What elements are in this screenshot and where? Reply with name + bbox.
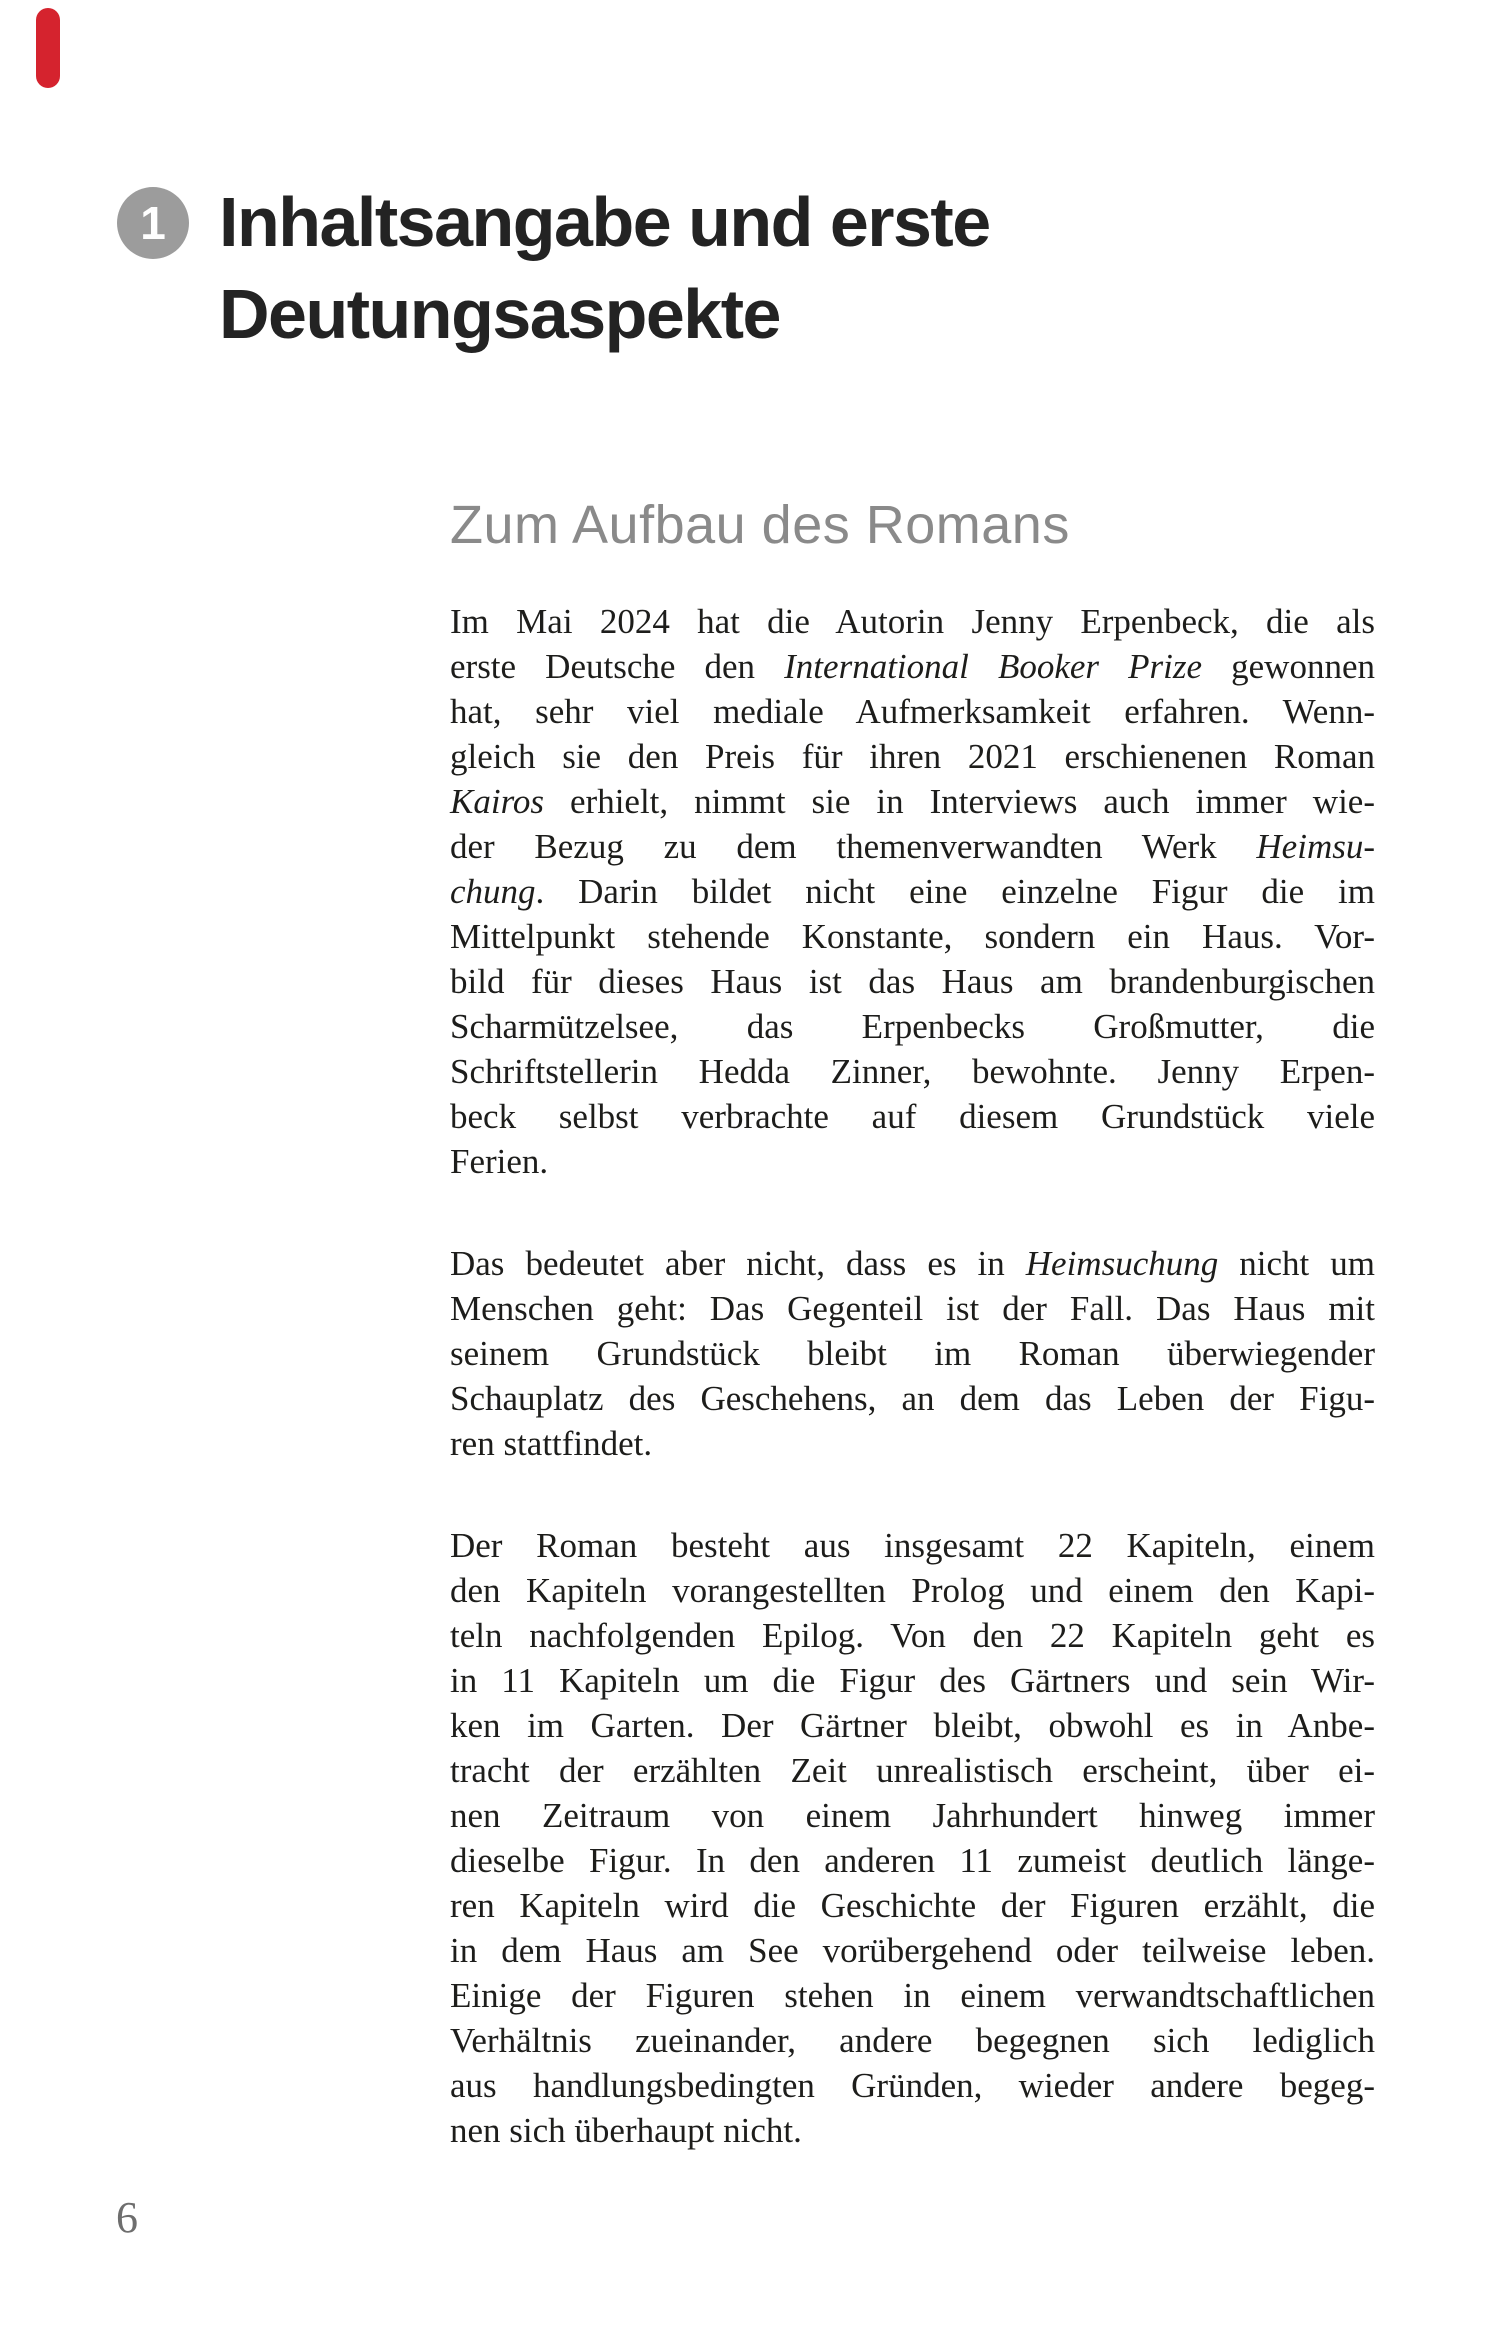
text-line: ken im Garten. Der Gärtner bleibt, obwohl es in Anbe-: [450, 1706, 1375, 1745]
text-line: seinem Grundstück bleibt im Roman überwiegender: [450, 1334, 1375, 1373]
text-line: Scharmützelsee, das Erpenbecks Großmutter, die: [450, 1007, 1375, 1046]
text-line: Schriftstellerin Hedda Zinner, bewohnte. Jenny Erpen-: [450, 1052, 1375, 1091]
chapter-number-badge: [117, 187, 189, 259]
paragraph: [450, 1523, 1375, 2153]
text-line: Kairos erhielt, nimmt sie in Interviews auch immer wie-: [450, 782, 1375, 821]
chapter-title-line-2: Deutungsaspekte: [219, 275, 780, 353]
text-line: nen Zeitraum von einem Jahrhundert hinweg immer: [450, 1796, 1375, 1835]
text-line: ren Kapiteln wird die Geschichte der Figuren erzählt, die: [450, 1886, 1375, 1925]
text-line: tracht der erzählten Zeit unrealistisch erscheint, über ei-: [450, 1751, 1375, 1790]
text-line: Der Roman besteht aus insgesamt 22 Kapiteln, einem: [450, 1526, 1375, 1565]
text-line: Ferien.: [450, 1142, 549, 1181]
text-line: Einige der Figuren stehen in einem verwandtschaftlichen: [450, 1976, 1375, 2015]
text-line: nen sich überhaupt nicht.: [450, 2111, 802, 2150]
paragraph: [450, 599, 1375, 1184]
text-line: Das bedeutet aber nicht, dass es in Heimsuchung nicht um: [450, 1244, 1375, 1283]
text-line: gleich sie den Preis für ihren 2021 erschienenen Roman: [450, 737, 1375, 776]
text-line: Mittelpunkt stehende Konstante, sondern ein Haus. Vor-: [450, 917, 1375, 956]
text-line: den Kapiteln vorangestellten Prolog und einem den Kapi-: [450, 1571, 1375, 1610]
text-line: erste Deutsche den International Booker Prize gewonnen: [450, 647, 1375, 686]
chapter-edge-tab: [36, 8, 60, 88]
text-line: in dem Haus am See vorübergehend oder teilweise leben.: [450, 1931, 1375, 1970]
text-line: der Bezug zu dem themenverwandten Werk Heimsu-: [450, 827, 1375, 866]
text-line: Im Mai 2024 hat die Autorin Jenny Erpenbeck, die als: [450, 602, 1375, 641]
text-line: teln nachfolgenden Epilog. Von den 22 Kapiteln geht es: [450, 1616, 1375, 1655]
text-line: dieselbe Figur. In den anderen 11 zumeist deutlich länge-: [450, 1841, 1375, 1880]
text-line: Menschen geht: Das Gegenteil ist der Fall. Das Haus mit: [450, 1289, 1375, 1328]
text-line: chung. Darin bildet nicht eine einzelne Figur die im: [450, 872, 1375, 911]
paragraph: [450, 1241, 1375, 1466]
text-line: Verhältnis zueinander, andere begegnen sich lediglich: [450, 2021, 1375, 2060]
chapter-title: [219, 176, 990, 360]
text-line: Schauplatz des Geschehens, an dem das Leben der Figu-: [450, 1379, 1375, 1418]
chapter-number: 1: [140, 197, 166, 249]
text-line: bild für dieses Haus ist das Haus am brandenburgischen: [450, 962, 1375, 1001]
text-line: hat, sehr viel mediale Aufmerksamkeit erfahren. Wenn-: [450, 692, 1375, 731]
text-line: aus handlungsbedingten Gründen, wieder andere begeg-: [450, 2066, 1375, 2105]
text-column: [450, 599, 1375, 2153]
page-number: 6: [116, 2193, 138, 2242]
chapter-title-line-1: Inhaltsangabe und erste: [219, 183, 990, 261]
text-line: in 11 Kapiteln um die Figur des Gärtners und sein Wir-: [450, 1661, 1375, 1700]
text-line: beck selbst verbrachte auf diesem Grundstück viele: [450, 1097, 1375, 1136]
text-line: ren stattfindet.: [450, 1424, 653, 1463]
section-title: Zum Aufbau des Romans: [450, 495, 1070, 555]
